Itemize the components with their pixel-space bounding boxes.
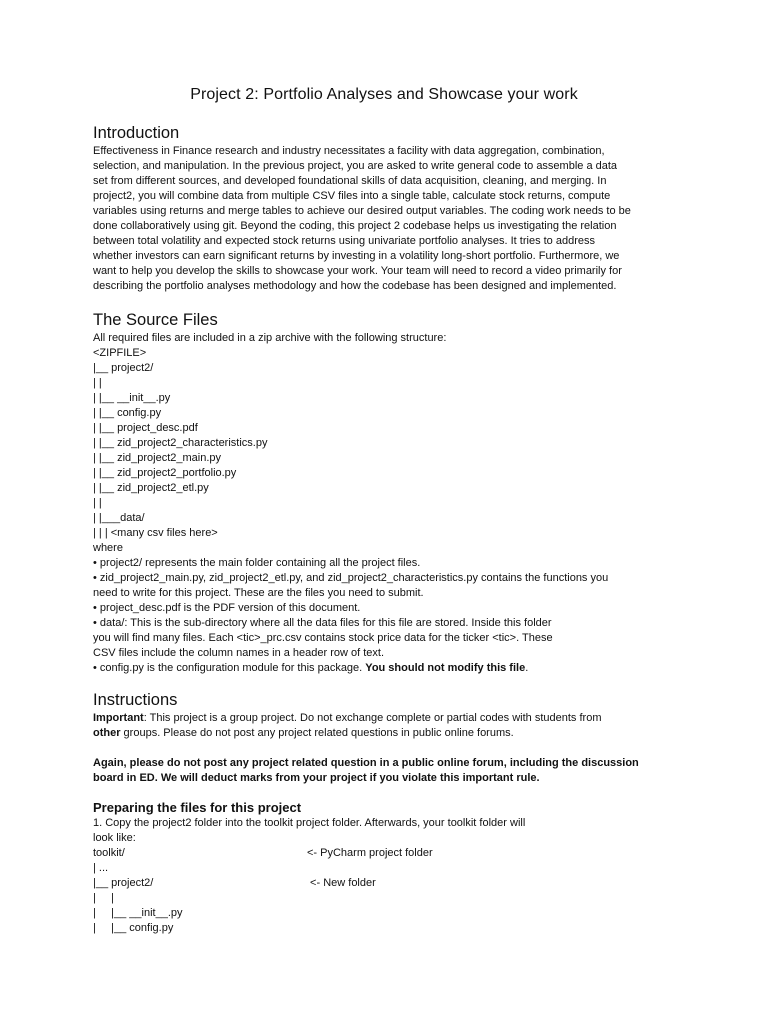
bullet-project-desc: • project_desc.pdf is the PDF version of this document.	[93, 602, 361, 614]
tree-line-left: | |__ __init__.py	[93, 907, 183, 919]
important-other: other	[93, 727, 121, 739]
tree-line-left: toolkit/	[93, 847, 125, 859]
tree-line	[93, 861, 678, 876]
preparing-files-heading: Preparing the files for this project	[93, 800, 302, 815]
tree-line-left: | |	[93, 892, 114, 904]
instructions-heading: Instructions	[93, 691, 178, 709]
source-files-lead: All required files are included in a zip archive with the following structure:	[93, 332, 447, 344]
tree-line	[93, 921, 678, 936]
tree-line-left: | |__ config.py	[93, 922, 174, 934]
tree-line-comment: <- New folder	[307, 877, 376, 889]
bullet-config-period: .	[525, 662, 529, 674]
bullet-code-files: • zid_project2_main.py, zid_project2_etl.py, and zid_project2_characteristics.py contains the functions you need to write for this project. These are the files you need to submit.	[93, 572, 609, 599]
tree-line: | |	[93, 497, 102, 509]
tree-line: | |__ zid_project2_characteristics.py	[93, 437, 268, 449]
introduction-paragraph: Effectiveness in Finance research and industry necessitates a facility with data aggregation, combination, selection, and manipulation. In the previous project, you are asked to write general code to assemble a data set from different sources, and developed foundational skills of data acquisition, cleaning, and merging. In project2, you will combine data from multiple CSV files into a single table, calculate stock returns, compute variables using returns and merge tables to achieve our desired output variables. The coding work needs to be done collaboratively using git. Beyond the coding, this project 2 codebase helps us investigating the relation between total volatility and expected stock returns using univariate portfolio analyses. It tries to address whether investors can earn significant returns by investing in a volatility long-short portfolio. Furthermore, we want to help you develop the skills to showcase your work. Your team will need to record a video primarily for describing the portfolio analyses methodology and how the codebase has been designed and implemented.	[93, 145, 631, 292]
important-text: : This project is a group project. Do not exchange complete or partial codes with students from	[143, 712, 602, 724]
tree-line	[93, 846, 678, 861]
tree-line-comment: <- PyCharm project folder	[307, 847, 433, 859]
toolkit-tree	[93, 846, 678, 936]
forum-warning: Again, please do not post any project related question in a public online forum, including the discussion board in ED. We will deduct marks from your project if you violate this important rule.	[93, 757, 639, 784]
tree-line: | | | <many csv files here>	[93, 527, 218, 539]
introduction-heading: Introduction	[93, 124, 180, 142]
zip-structure-tree	[93, 346, 678, 541]
bullet-data-dir: • data/: This is the sub-directory where all the data files for this file are stored. Inside this folder you will find many files. Each <tic>_prc.csv contains stock price data for the ticker <tic>. These CSV files include the column names in a header row of text.	[93, 617, 553, 659]
bullet-config-text: • config.py is the configuration module for this package.	[93, 662, 366, 674]
bullet-config-warning: You should not modify this file	[365, 662, 526, 674]
tree-line	[93, 891, 678, 906]
important-text-cont: groups. Please do not post any project related questions in public online forums.	[120, 727, 514, 739]
tree-line	[93, 906, 678, 921]
tree-line: | |	[93, 377, 102, 389]
where-label: where	[93, 542, 123, 554]
tree-line-left: |__ project2/	[93, 877, 154, 889]
tree-line	[93, 876, 678, 891]
tree-line: | |__ zid_project2_portfolio.py	[93, 467, 237, 479]
tree-line-left: | ...	[93, 862, 109, 874]
step-1: 1. Copy the project2 folder into the toolkit project folder. Afterwards, your toolkit folder will look like:	[93, 817, 526, 844]
important-label: Important	[93, 712, 144, 724]
document-body	[93, 122, 678, 936]
bullet-config	[93, 661, 678, 676]
tree-line: | |__ zid_project2_etl.py	[93, 482, 209, 494]
tree-line: <ZIPFILE>	[93, 347, 147, 359]
tree-line: | |__ __init__.py	[93, 392, 171, 404]
tree-line: | |__ project_desc.pdf	[93, 422, 198, 434]
bullet-project2: • project2/ represents the main folder containing all the project files.	[93, 557, 421, 569]
document-title: Project 2: Portfolio Analyses and Showcase your work	[190, 86, 578, 103]
source-files-heading: The Source Files	[93, 311, 218, 329]
important-note	[93, 711, 678, 741]
tree-line: | |__ config.py	[93, 407, 162, 419]
tree-line: | |__ zid_project2_main.py	[93, 452, 222, 464]
tree-line: |__ project2/	[93, 362, 154, 374]
tree-line: | |___data/	[93, 512, 145, 524]
